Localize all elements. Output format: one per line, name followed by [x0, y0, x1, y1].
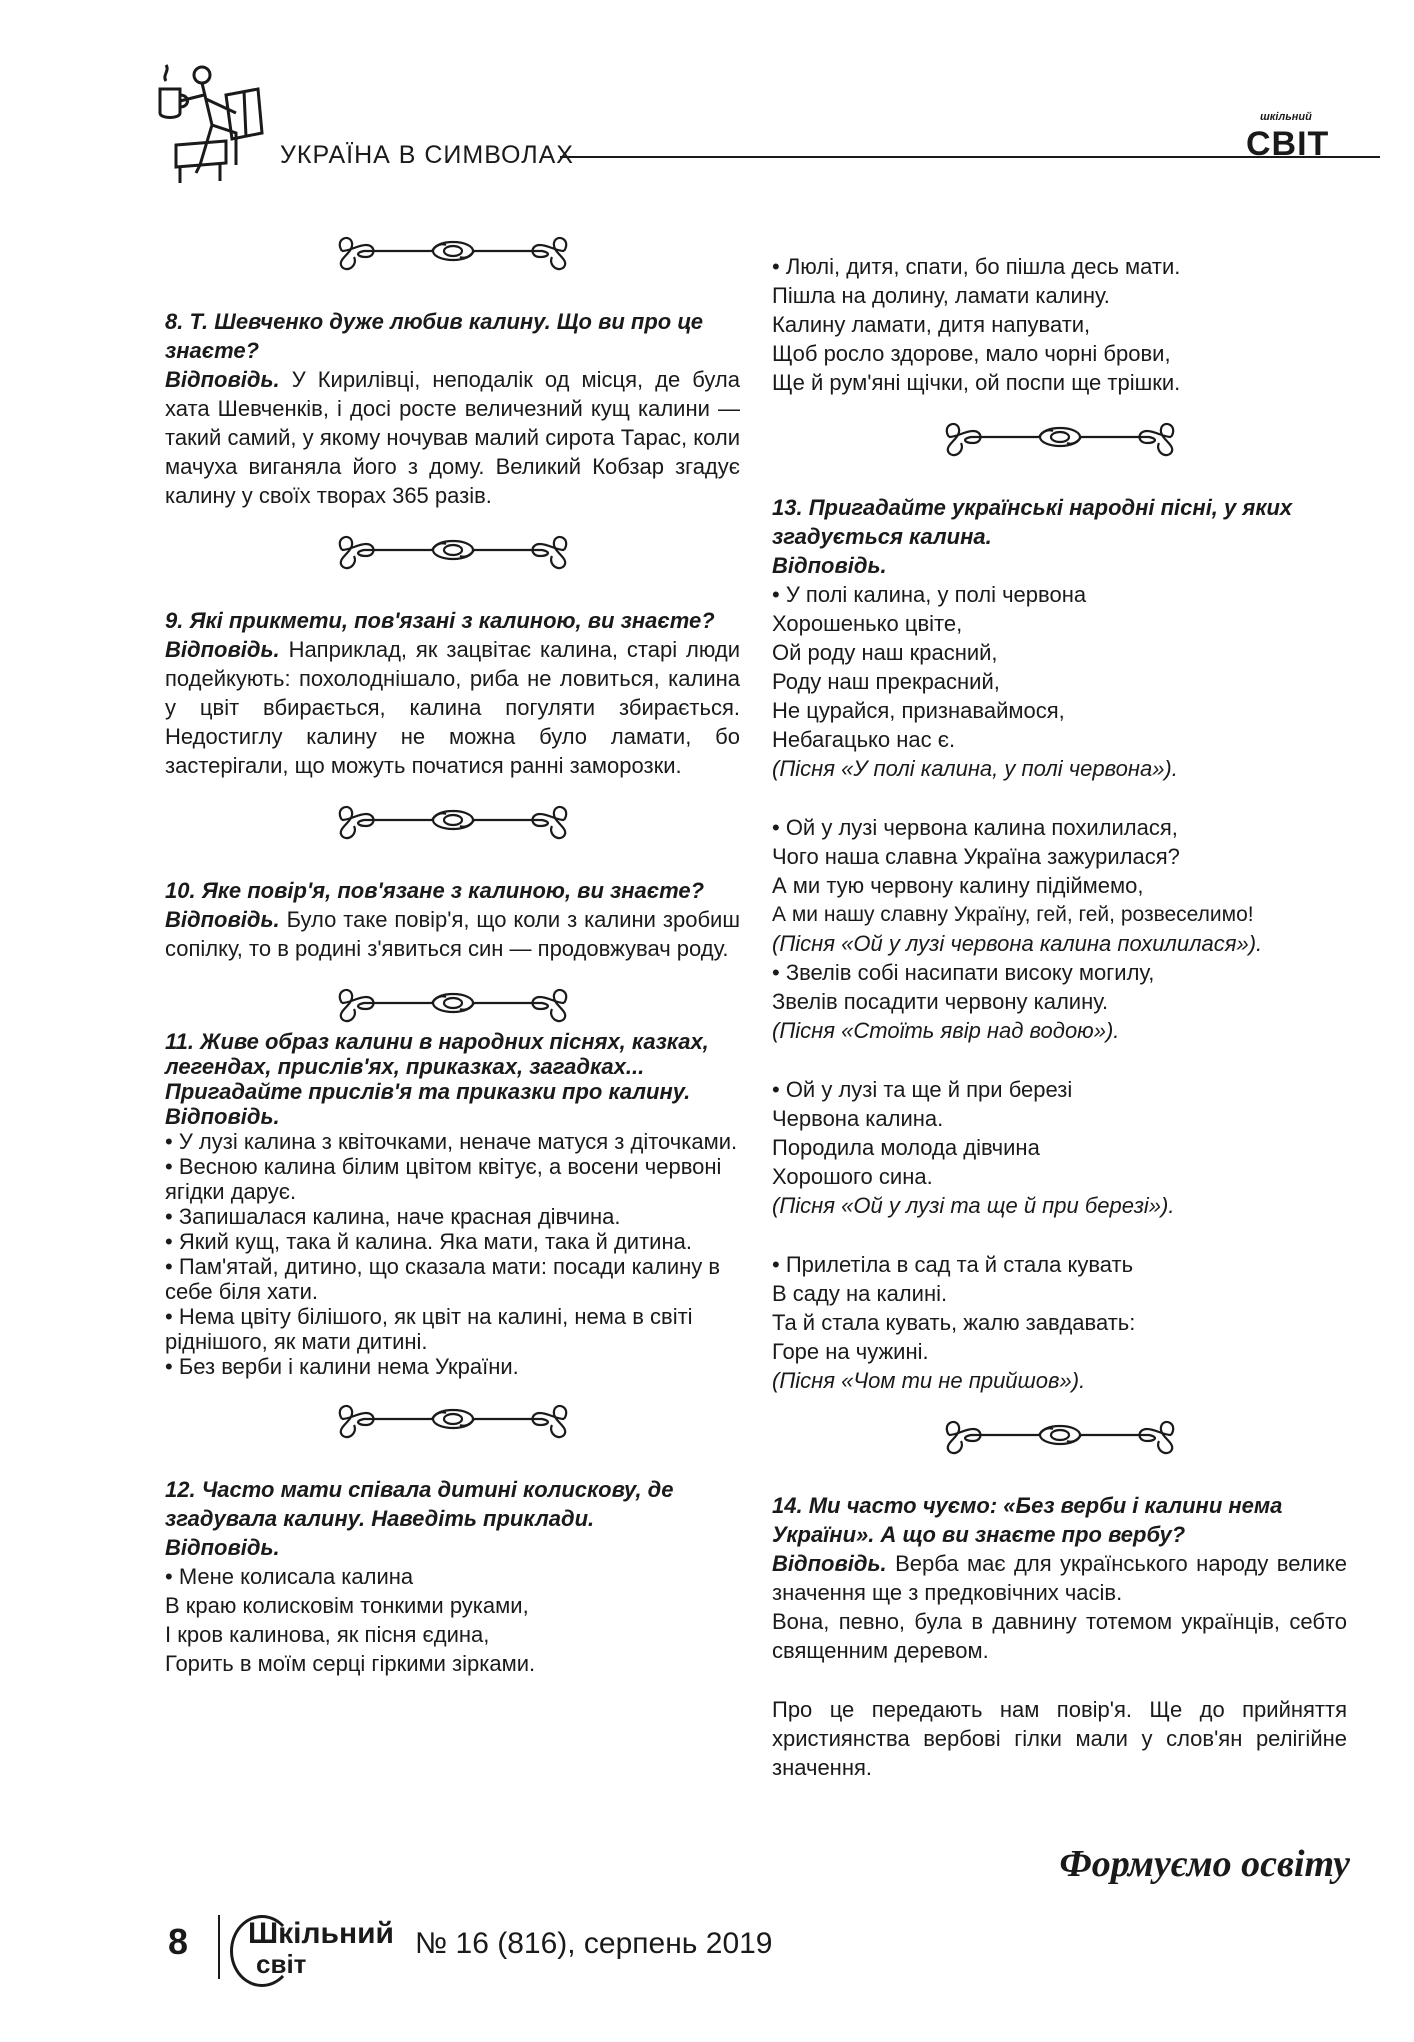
proverb-item: • У лузі калина з квіточками, неначе матуся з діточками.	[165, 1129, 738, 1154]
issue-info: № 16 (816), серпень 2019	[415, 1927, 773, 1960]
answer-label: Відповідь.	[165, 907, 280, 932]
lullaby-line: Калину ламати, дитя напувати,	[772, 312, 1091, 337]
song-line: • Ой у лузі червона калина похилилася,	[772, 815, 1178, 840]
right-column	[772, 252, 1347, 1782]
ornament-divider-icon	[935, 411, 1185, 463]
song-line: Чого наша славна Україна зажурилася?	[772, 844, 1180, 869]
answer-label: Відповідь.	[772, 553, 887, 578]
question-8	[165, 307, 740, 510]
question-14	[772, 1491, 1347, 1782]
song-source: (Пісня «Ой у лузі червона калина похилилася»).	[772, 931, 1263, 956]
song-line: Та й стала кувать, жалю завдавать:	[772, 1310, 1136, 1335]
lullaby-line: • Мене колисала калина	[165, 1564, 414, 1589]
song-5	[772, 1250, 1347, 1395]
song-source: (Пісня «Чом ти не прийшов»).	[772, 1368, 1086, 1393]
footer-slogan: Формуємо освіту	[1059, 1843, 1350, 1885]
question-12-title: 12. Часто мати співала дитині колискову, де згадувала калину. Наведіть приклади.	[165, 1477, 674, 1531]
question-10-title: 10. Яке повір'я, пов'язане з калиною, ви знаєте?	[165, 878, 705, 903]
footer-divider	[218, 1915, 220, 1979]
ornament-divider-icon	[328, 794, 578, 846]
question-8-answer	[165, 365, 740, 510]
ornament-divider-icon	[328, 1393, 578, 1445]
song-line: Породила молода дівчина	[772, 1135, 1040, 1160]
ornament-divider-icon	[328, 225, 578, 277]
question-13	[772, 493, 1347, 1395]
song-line: • У полі калина, у полі червона	[772, 582, 1087, 607]
song-source: (Пісня «У полі калина, у полі червона»).	[772, 756, 1178, 781]
song-line: • Прилетіла в сад та й стала кувать	[772, 1252, 1134, 1277]
reader-mascot-icon	[140, 55, 280, 185]
lullaby-line: • Люлі, дитя, спати, бо пішла десь мати.	[772, 254, 1181, 279]
song-line: Хорошого сина.	[772, 1164, 933, 1189]
answer-label: Відповідь.	[165, 367, 280, 392]
answer-text: Верба має для українського народу велике значення ще з предковічних часів.	[772, 1551, 1347, 1605]
answer-text: Наприклад, як зацвітає калина, старі люди подейкують: похолоднішало, риба не ловиться, калина у цвіт вбирається, калина погуляти збирається. Недостиглу калину не можна було ламати, бо застерігали, що можуть початися ранні заморозки.	[165, 637, 740, 778]
song-line: А ми тую червону калину підіймемо,	[772, 873, 1144, 898]
lullaby-line: Пішла на долину, ламати калину.	[772, 283, 1110, 308]
ornament-divider-icon	[935, 1409, 1185, 1461]
section-title: УКРАЇНА В СИМВОЛАХ	[280, 141, 574, 169]
lullaby-continued	[772, 252, 1347, 397]
footer-logo-line2: світ	[256, 1949, 307, 1979]
proverb-item: • Весною калина білим цвітом квітує, а восени червоні ягідки дарує.	[165, 1154, 722, 1204]
header-logo-main: СВІТ	[1246, 125, 1330, 163]
song-1	[772, 580, 1347, 783]
answer-text: У Кирилівці, неподалік од місця, де була хата Шевченків, і досі росте величезний кущ калини — такий самий, у якому ночував малий сирота Тарас, коли мачуха виганяла його з дому. Великий Кобзар згадує калину у своїх творах 365 разів.	[165, 367, 740, 508]
footer-logo	[230, 1915, 405, 1985]
lullaby-line: Ще й рум'яні щічки, ой поспи ще трішки.	[772, 370, 1181, 395]
page-footer	[150, 1915, 850, 1985]
proverb-item: • Без верби і калини нема України.	[165, 1354, 519, 1379]
answer-text: Було таке повір'я, що коли з калини зробиш сопілку, то в родині з'явиться син — продовжувач роду.	[165, 907, 740, 961]
answer-label: Відповідь.	[165, 1104, 280, 1129]
answer-label: Відповідь.	[165, 1535, 280, 1560]
song-line: Ой роду наш красний,	[772, 640, 998, 665]
song-line: Небагацько нас є.	[772, 727, 956, 752]
question-14-answer	[772, 1549, 1347, 1607]
question-14-paragraph-3: Про це передають нам повір'я. Ще до прийняття християнства вербові гілки мали у слов'ян релігійне значення.	[772, 1697, 1347, 1780]
header-logo-top: шкільний	[1260, 111, 1312, 123]
song-line: В саду на калині.	[772, 1281, 948, 1306]
song-line: А ми нашу славну Україну, гей, гей, розвеселимо!	[772, 903, 1254, 926]
question-13-title: 13. Пригадайте українські народні пісні, у яких згадується калина.	[772, 495, 1293, 549]
song-2	[772, 813, 1347, 958]
lullaby-line: І кров калинова, як пісня єдина,	[165, 1622, 490, 1647]
song-line: Не цурайся, признаваймося,	[772, 698, 1065, 723]
question-11-title: 11. Живе образ калини в народних піснях, казках, легендах, прислів'ях, приказках, загадках... Пригадайте прислів'я та приказки про калину.	[165, 1029, 709, 1104]
question-12	[165, 1475, 740, 1678]
song-line: Роду наш прекрасний,	[772, 669, 1000, 694]
song-line: Горе на чужині.	[772, 1339, 929, 1364]
answer-label: Відповідь.	[772, 1551, 887, 1576]
lullaby-line: Горить в моїм серці гіркими зірками.	[165, 1651, 536, 1676]
question-9	[165, 606, 740, 780]
header-logo	[1240, 105, 1335, 175]
question-14-paragraph-2: Вона, певно, була в давнину тотемом українців, себто священним деревом.	[772, 1609, 1347, 1663]
song-4	[772, 1075, 1347, 1220]
proverb-item: • Запишалася калина, наче красная дівчина.	[165, 1204, 621, 1229]
question-14-title: 14. Ми часто чуємо: «Без верби і калини нема України». А що ви знаєте про вербу?	[772, 1493, 1283, 1547]
question-9-answer	[165, 635, 740, 780]
question-10	[165, 876, 740, 963]
song-line: • Звелів собі насипати високу могилу,	[772, 960, 1155, 985]
ornament-divider-icon	[328, 977, 578, 1029]
ornament-divider-icon	[328, 524, 578, 576]
question-10-answer	[165, 905, 740, 963]
song-line: Червона калина.	[772, 1106, 944, 1131]
page-header	[140, 55, 1380, 185]
song-line: Хорошенько цвіте,	[772, 611, 963, 636]
proverb-item: • Пам'ятай, дитино, що сказала мати: посади калину в себе біля хати.	[165, 1254, 721, 1304]
song-source: (Пісня «Ой у лузі та ще й при березі»).	[772, 1193, 1175, 1218]
song-3	[772, 958, 1347, 1045]
proverb-item: • Нема цвіту білішого, як цвіт на калині, нема в світі ріднішого, як мати дитині.	[165, 1304, 693, 1354]
left-column	[165, 225, 740, 1678]
song-source: (Пісня «Стоїть явір над водою»).	[772, 1018, 1120, 1043]
page-number: 8	[168, 1921, 189, 1962]
question-9-title: 9. Які прикмети, пов'язані з калиною, ви знаєте?	[165, 608, 715, 633]
lullaby-line: В краю колисковім тонкими руками,	[165, 1593, 529, 1618]
lullaby-line: Щоб росло здорове, мало чорні брови,	[772, 341, 1171, 366]
answer-label: Відповідь.	[165, 637, 280, 662]
proverb-item: • Який кущ, така й калина. Яка мати, така й дитина.	[165, 1229, 692, 1254]
question-8-title: 8. Т. Шевченко дуже любив калину. Що ви про це знаєте?	[165, 309, 703, 363]
song-line: • Ой у лузі та ще й при березі	[772, 1077, 1073, 1102]
footer-logo-line1: Шкільний	[248, 1917, 395, 1950]
song-line: Звелів посадити червону калину.	[772, 989, 1109, 1014]
question-11	[165, 1029, 740, 1379]
